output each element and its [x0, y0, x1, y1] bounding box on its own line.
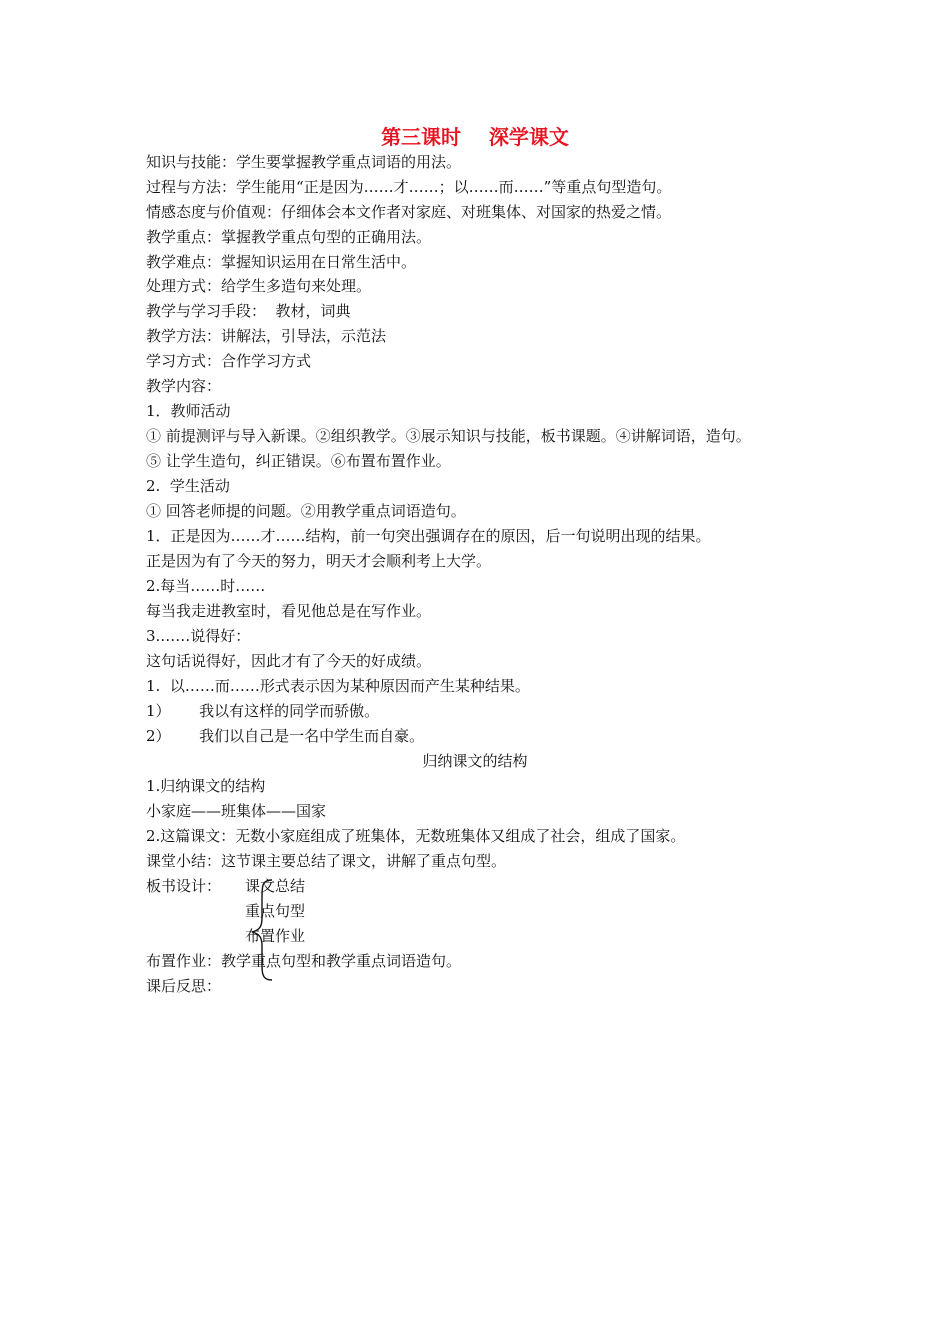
- board-item: 布置作业: [245, 927, 306, 945]
- sentence-pattern-1: 1．正是因为……才……结构，前一句突出强调存在的原因，后一句说明出现的结果。: [146, 527, 711, 545]
- handling-method: 处理方式：给学生多造句来处理。: [146, 277, 372, 295]
- lesson-title: 第三课时 深学课文: [381, 125, 569, 149]
- board-item: 课文总结: [245, 877, 306, 895]
- teaching-focus: 教学重点：掌握教学重点句型的正确用法。: [146, 228, 432, 246]
- sentence-pattern-4: 1. 以……而……形式表示因为某种原因而产生某种结果。: [146, 677, 530, 695]
- teacher-activity-line: ① 前提测评与导入新课。②组织教学。③展示知识与技能，板书课题。④讲解词语，造句。: [146, 427, 751, 445]
- sentence-pattern-2: 2.每当……时……: [146, 577, 266, 595]
- teaching-means: 教学与学习手段： 教材，词典: [146, 302, 351, 320]
- structure-heading: 归纳课文的结构: [422, 752, 528, 770]
- teacher-activity-heading: 1．教师活动: [146, 402, 231, 420]
- board-design-label: 板书设计：: [146, 877, 222, 895]
- teaching-content-label: 教学内容：: [146, 377, 222, 395]
- objective-emotion: 情感态度与价值观：仔细体会本文作者对家庭、对班集体、对国家的热爱之情。: [146, 203, 672, 221]
- class-summary: 课堂小结：这节课主要总结了课文，讲解了重点句型。: [146, 852, 507, 870]
- teaching-difficulty: 教学难点：掌握知识运用在日常生活中。: [146, 253, 417, 271]
- homework: 布置作业：教学重点句型和教学重点词语造句。: [146, 952, 462, 970]
- objective-process: 过程与方法：学生能用“正是因为……才……；以……而……”等重点句型造句。: [146, 178, 672, 196]
- sentence-pattern-3: 3.……说得好：: [146, 627, 251, 645]
- structure-line: 1.归纳课文的结构: [146, 777, 266, 795]
- learning-method: 学习方式：合作学习方式: [146, 352, 312, 370]
- structure-line: 2.这篇课文：无数小家庭组成了班集体，无数班集体又组成了社会，组成了国家。: [146, 827, 686, 845]
- example-sentence: 每当我走进教室时，看见他总是在写作业。: [146, 602, 432, 620]
- example-sentence: 正是因为有了今天的努力，明天才会顺利考上大学。: [146, 552, 492, 570]
- structure-line: 小家庭——班集体——国家: [146, 802, 327, 820]
- teaching-methods: 教学方法：讲解法，引导法，示范法: [146, 327, 387, 345]
- board-item: 重点句型: [245, 902, 306, 920]
- example-sentence: 这句话说得好，因此才有了今天的好成绩。: [146, 652, 432, 670]
- teacher-activity-line: ⑤ 让学生造句，纠正错误。⑥布置布置作业。: [146, 452, 451, 470]
- objective-knowledge: 知识与技能：学生要掌握教学重点词语的用法。: [146, 153, 462, 171]
- student-activity-line: ① 回答老师提的问题。②用教学重点词语造句。: [146, 502, 466, 520]
- reflection: 课后反思：: [146, 977, 222, 995]
- example-sentence: 2） 我们以自己是一名中学生而自豪。: [146, 727, 425, 745]
- example-sentence: 1） 我以有这样的同学而骄傲。: [146, 702, 380, 720]
- student-activity-heading: 2. 学生活动: [146, 477, 230, 495]
